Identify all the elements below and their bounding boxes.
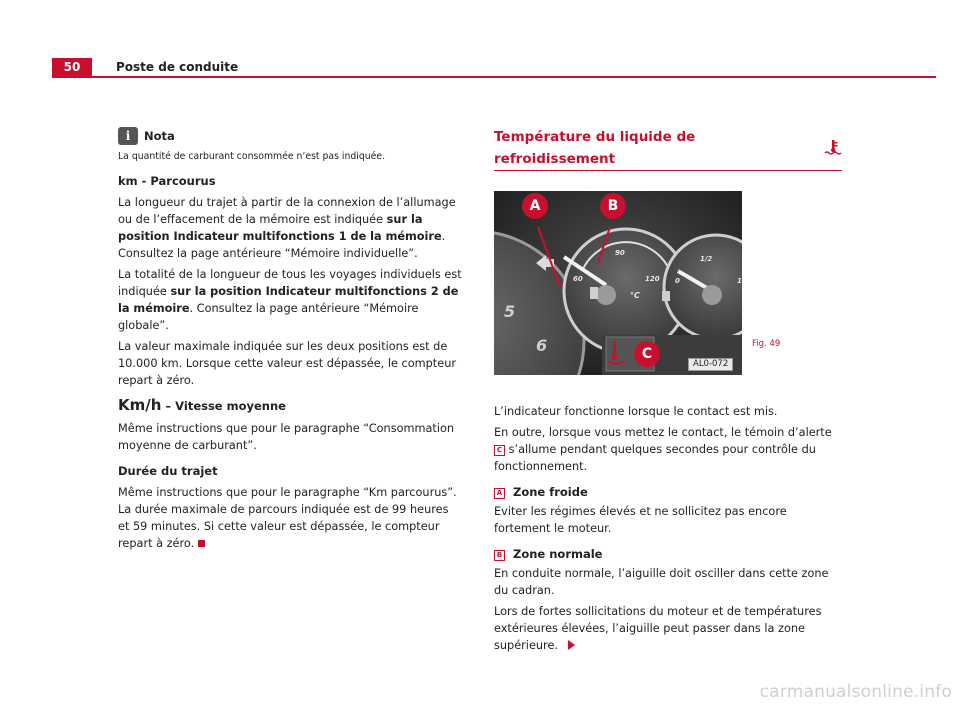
speedo-number-6: 6 bbox=[536, 336, 548, 355]
continue-arrow-icon bbox=[568, 640, 575, 650]
callout-c: C bbox=[634, 341, 660, 367]
high-load-paragraph: Lors de fortes sollicitations du moteur et de températures extérieures élevées, l’aiguille peut passer dans la zone supérieure. bbox=[494, 605, 822, 652]
temp-tick-60: 60 bbox=[573, 275, 583, 283]
km-paragraph-1: La longueur du trajet à partir de la connexion de l’allumage ou de l’effacement de la mémoire est indiquée sur la position Indicateur multifonctions 1 de la mémoire. Consultez la page antérieure “Mémoire individuelle”. bbox=[118, 196, 456, 260]
temp-tick-120: 120 bbox=[645, 275, 660, 283]
callout-b: B bbox=[600, 193, 626, 219]
callout-a: A bbox=[522, 193, 548, 219]
km-paragraph-3: La valeur maximale indiquée sur les deux positions est de 10.000 km. Lorsque cette valeur est dépassée, le compteur repart à zéro. bbox=[118, 340, 456, 387]
duree-paragraph: Même instructions que pour le paragraphe “Km parcourus”. La durée maximale de parcours indiquée est de 99 heures et 59 minutes. Si cette valeur est dépassée, le compteur repart à zéro. bbox=[118, 486, 457, 550]
fuel-tick-0: 0 bbox=[675, 277, 680, 285]
warning-light-paragraph: En outre, lorsque vous mettez le contact, le témoin d’alerte C s’allume pendant quelques secondes pour contrôle du fonctionnement. bbox=[494, 426, 832, 473]
end-of-section-icon bbox=[198, 540, 205, 547]
left-column bbox=[118, 126, 463, 552]
km-heading: km - Parcourus bbox=[118, 174, 216, 188]
nota-heading bbox=[118, 126, 463, 146]
header-rule bbox=[52, 76, 936, 78]
figure-code: AL0-072 bbox=[688, 358, 733, 371]
figure-label: Fig. 49 bbox=[752, 339, 781, 349]
speedo-number-5: 5 bbox=[504, 302, 516, 321]
right-column bbox=[494, 126, 842, 654]
temp-tick-90: 90 bbox=[615, 249, 625, 257]
nota-title: Nota bbox=[144, 128, 175, 143]
temp-unit: °C bbox=[630, 291, 640, 300]
page-header bbox=[52, 58, 936, 78]
chapter-title: Poste de conduite bbox=[116, 60, 239, 74]
info-i-icon: i bbox=[118, 127, 138, 145]
nota-text: La quantité de carburant consommée n’est pas indiquée. bbox=[118, 151, 386, 162]
cold-zone-text: Eviter les régimes élevés et ne sollicitez pas encore fortement le moteur. bbox=[494, 505, 787, 535]
indicator-paragraph: L’indicateur fonctionne lorsque le contact est mis. bbox=[494, 405, 778, 418]
kmh-heading: Km/h – Vitesse moyenne bbox=[118, 396, 286, 414]
kmh-paragraph: Même instructions que pour le paragraphe “Consommation moyenne de carburant”. bbox=[118, 422, 455, 452]
fuel-tick-full: 1 bbox=[737, 277, 742, 285]
badge-a: A bbox=[494, 488, 505, 499]
page-number: 50 bbox=[52, 58, 92, 76]
fuel-tick-half: 1/2 bbox=[700, 255, 713, 263]
km-paragraph-2: La totalité de la longueur de tous les voyages individuels est indiquée sur la position Indicateur multifonctions 2 de la mémoire. Consultez la page antérieure “Mémoire globale”. bbox=[118, 268, 462, 332]
section-rule bbox=[494, 170, 842, 171]
normal-zone-text: En conduite normale, l’aiguille doit osciller dans cette zone du cadran. bbox=[494, 567, 829, 597]
section-title: Température du liquide de refroidissement bbox=[494, 126, 842, 170]
coolant-thermometer-icon bbox=[824, 140, 842, 156]
cold-zone-heading: A Zone froide bbox=[494, 483, 842, 501]
badge-b: B bbox=[494, 550, 505, 561]
duree-heading: Durée du trajet bbox=[118, 464, 218, 478]
watermark: carmanualsonline.info bbox=[759, 682, 952, 702]
normal-zone-heading: B Zone normale bbox=[494, 545, 842, 563]
dashboard-figure bbox=[494, 191, 742, 375]
badge-c: C bbox=[494, 445, 505, 456]
